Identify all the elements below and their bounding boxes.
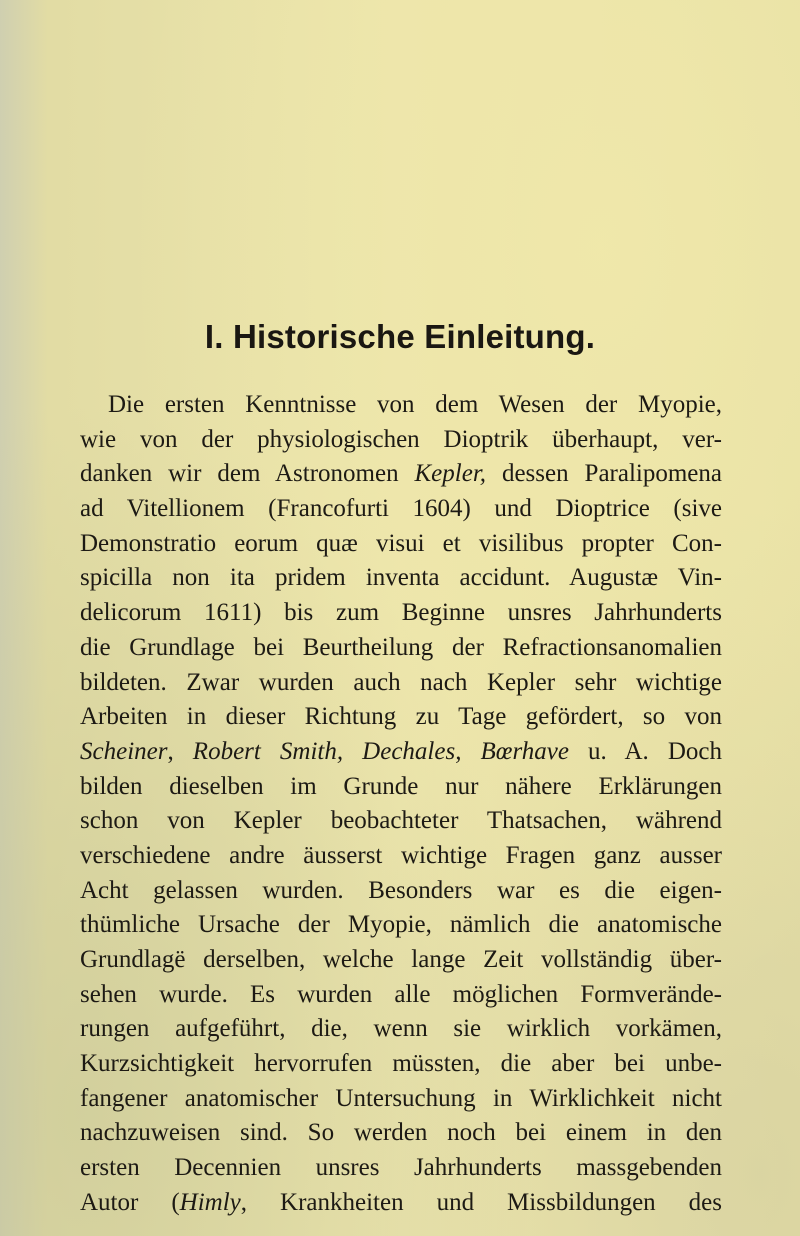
italic-name: Himly (179, 1188, 241, 1216)
text-line (80, 631, 722, 666)
text-run: bildeten. Zwar wurden auch nach Kepler sehr wichtige (80, 668, 722, 696)
text-run: schon von Kepler beobachteter Thatsachen, während (80, 807, 722, 835)
text-line (80, 1082, 722, 1117)
text-run: nachzuweisen sind. So werden noch bei einem in den (80, 1119, 722, 1147)
text-run: , (167, 737, 193, 765)
text-line (80, 457, 722, 492)
text-run: dessen Paralipomena (486, 460, 722, 488)
text-line (80, 1186, 722, 1221)
text-line (80, 943, 722, 978)
text-line (80, 388, 722, 423)
text-run: fangener anatomischer Untersuchung in Wirklichkeit nicht (80, 1084, 722, 1112)
text-line (80, 1012, 722, 1047)
text-line (80, 561, 722, 596)
text-line (80, 735, 722, 770)
text-line (80, 527, 722, 562)
text-run: ad Vitellionem (Francofurti 1604) und Dioptrice (sive (80, 495, 722, 523)
italic-name: Kepler, (414, 460, 487, 488)
text-run: die Grundlage bei Beurtheilung der Refractionsanomalien (80, 633, 722, 661)
text-line (80, 874, 722, 909)
text-run: wie von der physiologischen Dioptrik überhaupt, ver- (80, 425, 722, 453)
text-run: Acht gelassen wurden. Besonders war es die eigen- (80, 876, 722, 904)
text-run: delicorum 1611) bis zum Beginne unsres Jahrhunderts (80, 599, 722, 627)
text-run: Grundlagë derselben, welche lange Zeit vollständig über- (80, 946, 722, 973)
text-line (80, 1047, 722, 1082)
text-line (80, 804, 722, 839)
text-run: danken wir dem Astronomen (80, 460, 415, 488)
text-run: thümliche Ursache der Myopie, nämlich die anatomische (80, 911, 722, 939)
text-run: bilden dieselben im Grunde nur nähere Erklärungen (80, 772, 722, 800)
text-run: Autor ( (80, 1188, 180, 1216)
text-run: ersten Decennien unsres Jahrhunderts massgebenden (80, 1154, 722, 1182)
text-line (80, 839, 722, 874)
text-run: rungen aufgeführt, die, wenn sie wirklich vorkämen, (80, 1015, 722, 1043)
text-line (80, 1116, 722, 1151)
text-line (80, 423, 722, 458)
text-run: u. A. Doch (568, 737, 723, 765)
text-run: Die ersten Kenntnisse von dem Wesen der Myopie, (108, 391, 722, 418)
text-line (80, 492, 722, 527)
text-line (80, 596, 722, 631)
text-run: verschiedene andre äusserst wichtige Fragen ganz ausser (80, 841, 722, 869)
body-paragraph (80, 388, 722, 1221)
text-run: Kurzsichtigkeit hervorrufen müssten, die aber bei unbe- (80, 1050, 722, 1078)
text-run: , Krankheiten und Missbildungen des (240, 1188, 722, 1216)
text-run: Arbeiten in dieser Richtung zu Tage gefördert, so von (80, 703, 722, 731)
text-run: Demonstratio eorum quæ visui et visilibus propter Con- (80, 529, 722, 557)
text-line (80, 908, 722, 943)
italic-name: Scheiner (80, 737, 168, 765)
italic-name: Robert Smith, Dechales, Bœrhave (192, 737, 569, 765)
text-run: spicilla non ita pridem inventa accidunt. Augustæ Vin- (80, 564, 722, 592)
text-line (80, 666, 722, 701)
text-line (80, 1151, 722, 1186)
text-line (80, 770, 722, 805)
chapter-heading: I. Historische Einleitung. (204, 318, 596, 355)
text-line (80, 700, 722, 735)
text-line (80, 978, 722, 1013)
text-run: sehen wurde. Es wurden alle möglichen Formverände- (80, 980, 722, 1008)
